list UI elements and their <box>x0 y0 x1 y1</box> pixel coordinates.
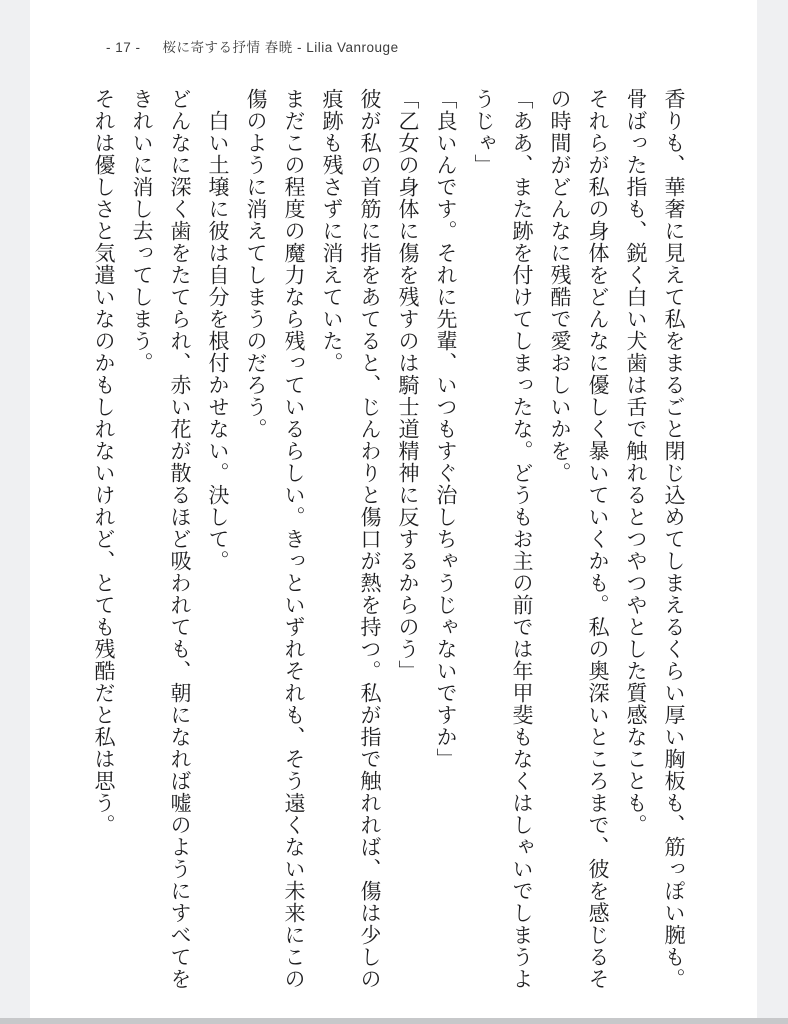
text-line: それらが私の身体をどんなに優しく暴いていくかも。私の奥深いところまで、彼を感じるそ <box>586 88 610 990</box>
text-line: 彼が私の首筋に指をあてると、じんわりと傷口が熱を持つ。私が指で触れれば、傷は少しの <box>358 88 382 990</box>
text-line: 「良いんです。それに先輩、いつもすぐ治しちゃうじゃないですか」 <box>434 88 458 770</box>
text-line: 傷のように消えてしまうのだろう。 <box>244 88 268 440</box>
text-line: の時間がどんなに残酷で愛おしいかを。 <box>548 88 572 484</box>
text-line: まだこの程度の魔力なら残っているらしい。きっといずれそれも、そう遠くない未来にこの <box>282 88 306 990</box>
page-number: - 17 - <box>106 40 141 55</box>
vertical-text-body <box>85 88 693 1010</box>
text-line: どんなに深く歯をたてられ、赤い花が散るほど吸われても、朝になれば嘘のようにすべてを <box>168 88 192 990</box>
text-line: それは優しさと気遣いなのかもしれないけれど、とても残酷だと私は思う。 <box>92 88 116 836</box>
text-line: 痕跡も残さずに消えていた。 <box>320 88 344 374</box>
text-line: 香りも、華奢に見えて私をまるごと閉じ込めてしまえるくらい厚い胸板も、筋っぽい腕も。 <box>662 88 686 990</box>
document-page <box>30 0 757 1018</box>
text-line: きれいに消し去ってしまう。 <box>130 88 154 374</box>
page-header <box>106 36 399 56</box>
document-title: 桜に寄する抒情 春暁 - Lilia Vanrouge <box>162 40 399 55</box>
text-line: 白い土壌に彼は自分を根付かせない。決して。 <box>206 88 230 572</box>
text-line: うじゃ」 <box>472 88 496 176</box>
page-bottom-edge <box>0 1018 788 1024</box>
text-line: 骨ばった指も、鋭く白い犬歯は舌で触れるとつやつやとした質感なことも。 <box>624 88 648 836</box>
text-line: 「ああ、また跡を付けてしまったな。どうもお主の前では年甲斐もなくはしゃいでしまうよ <box>510 88 534 990</box>
text-line: 「乙女の身体に傷を残すのは騎士道精神に反するからのう」 <box>396 88 420 682</box>
